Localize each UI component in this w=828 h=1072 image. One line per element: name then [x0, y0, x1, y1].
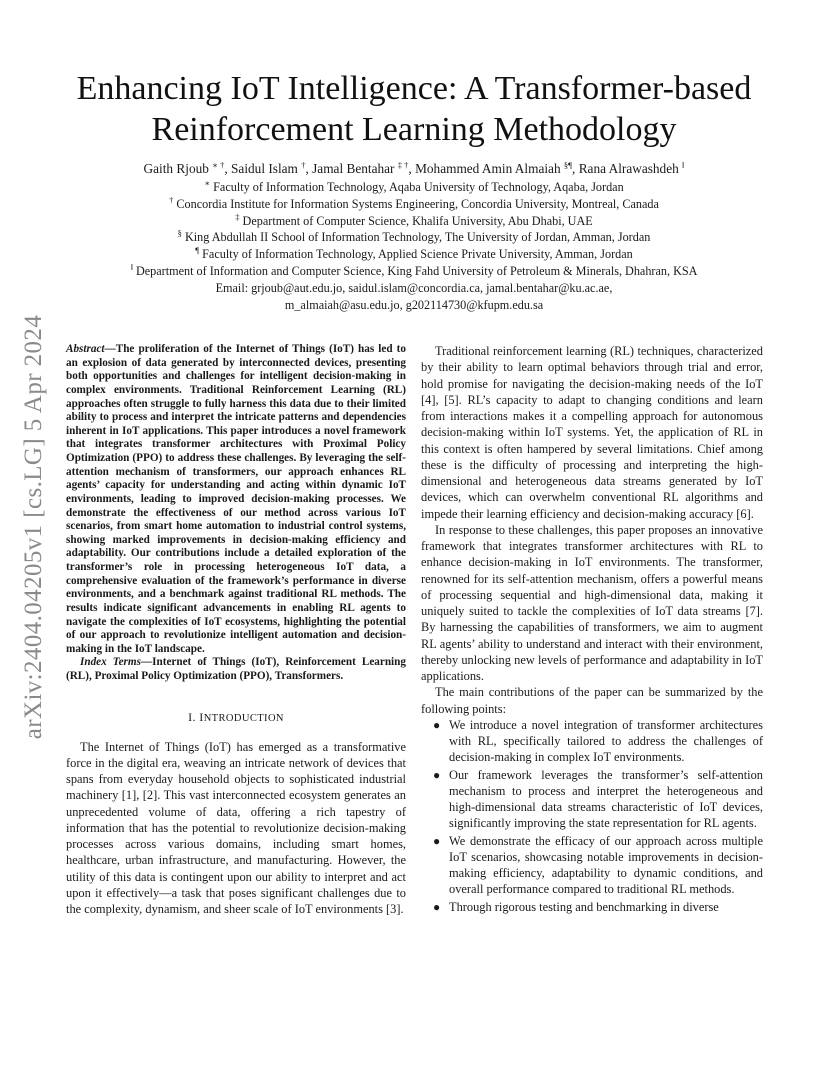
- list-item-text: We demonstrate the efficacy of our approach across multiple IoT scenarios, showcasing notable improvements in decision-making efficiency, adaptability to dynamic conditions, and overall performance compared to traditional RL methods.: [449, 833, 763, 897]
- intro-paragraph: The Internet of Things (IoT) has emerged as a transformative force in the digital era, weaving an intricate network of devices that spans from everyday household objects to sophisticated industrial machinery [1], [2]. This vast interconnected ecosystem generates an unprecedented volume of data, offering a rich tapestry of information that has the potential to revolutionize decision-making processes across various domains, including smart homes, healthcare, urban infrastructure, and manufacturing. However, the utility of this data is contingent upon our ability to interpret and act upon it effectively—a task that poses significant challenges due to the complexity, dynamism, and sheer scale of IoT environments [3].: [66, 739, 406, 917]
- affiliation-line: [40, 196, 788, 213]
- bullet-icon: ●: [433, 899, 441, 914]
- body-paragraph: In response to these challenges, this paper proposes an innovative framework that integrates transformer architectures with RL to enhance decision-making in IoT environments. The transformer, renowned for its self-attention mechanism, offers a powerful means of processing sequential and high-dimensional data, making it uniquely suited to tackle the complexities of IoT data streams [7]. By harnessing the capabilities of transformers, we aim to augment RL agents’ ability to understand and interact with their environment, thereby unlocking new levels of performance and adaptability in IoT applications.: [421, 522, 763, 683]
- right-column: [421, 343, 763, 916]
- author-name: Mohammed Amin Almaiah: [415, 161, 561, 176]
- section-number: I.: [188, 709, 196, 724]
- affiliation-line: [40, 179, 788, 196]
- index-terms: [66, 656, 406, 683]
- email-line: Email: grjoub@aut.edu.jo, saidul.islam@concordia.ca, jamal.bentahar@ku.ac.ae,: [215, 280, 613, 295]
- author-name: Gaith Rjoub: [143, 161, 209, 176]
- author-affiliation-marks: †: [301, 160, 306, 170]
- bullet-icon: ●: [433, 833, 441, 848]
- author-block: [40, 160, 788, 313]
- arxiv-identifier-text: arXiv:2404.04205v1 [cs.LG] 5 Apr 2024: [20, 314, 47, 740]
- paper-title: Enhancing IoT Intelligence: A Transformer-based Reinforcement Learning Methodology: [76, 70, 752, 148]
- list-item-text: Our framework leverages the transformer’s self-attention mechanism to process and interpret the heterogeneous and high-dimensional data streams characteristic of IoT devices, significantly improving the state representation for RL agents.: [449, 767, 763, 831]
- email-line: m_almaiah@asu.edu.jo, g202114730@kfupm.edu.sa: [284, 297, 544, 312]
- affiliation-text: Department of Information and Computer Science, King Fahd University of Petroleum & Minerals, Dhahran, KSA: [135, 263, 698, 278]
- affiliation-text: Concordia Institute for Information Systems Engineering, Concordia University, Montreal, Canada: [176, 196, 659, 211]
- contributions-list: [421, 717, 763, 915]
- affiliation-line: [40, 229, 788, 246]
- affiliation-line: [40, 246, 788, 263]
- arxiv-identifier-stamp: [4, 292, 64, 762]
- affiliation-text: Faculty of Information Technology, Aqaba University of Technology, Aqaba, Jordan: [213, 180, 624, 194]
- list-item-text: We introduce a novel integration of transformer architectures with RL, specifically tailored to address the challenges of decision-making in complex IoT environments.: [449, 717, 763, 765]
- list-item: [433, 833, 763, 898]
- bullet-icon: ●: [433, 717, 441, 732]
- author-list: Gaith Rjoub ∗ †, Saidul Islam †, Jamal Bentahar ‡ †, Mohammed Amin Almaiah §¶, Rana Alrawashdeh ‖: [143, 160, 685, 176]
- list-item-text: Through rigorous testing and benchmarking in diverse: [449, 899, 719, 914]
- body-paragraph: Traditional reinforcement learning (RL) techniques, characterized by their ability to learn optimal behaviors through trial and error, hold promise for navigating the decision-making needs of the IoT [4], [5]. RL’s capacity to adapt to changing conditions and learn from interactions makes it a compelling approach for autonomous decision-making within IoT systems. Yet, the application of RL in this context is often hampered by several limitations. Chief among these is the difficulty of processing and interpreting the high-dimensional and heterogeneous data streams generated by IoT devices, which can overwhelm conventional RL algorithms and impede their learning efficiency and decision-making accuracy [6].: [421, 344, 763, 521]
- affiliation-mark: ‡: [235, 211, 240, 222]
- affiliation-mark: ‖: [130, 261, 133, 272]
- section-heading-introduction: [66, 710, 406, 725]
- abstract: [66, 343, 406, 656]
- author-affiliation-marks: ‡ †: [397, 160, 409, 170]
- left-column: [66, 343, 406, 917]
- author-name: Saidul Islam: [231, 161, 298, 176]
- affiliation-mark: §: [177, 228, 182, 239]
- index-terms-label: Index Terms: [80, 656, 141, 669]
- author-name: Rana Alrawashdeh: [578, 161, 679, 176]
- affiliation-text: Faculty of Information Technology, Applied Science Private University, Amman, Jordan: [202, 247, 633, 262]
- bullet-icon: ●: [433, 767, 441, 782]
- author-affiliation-marks: ‖: [682, 160, 685, 170]
- list-item: [433, 767, 763, 832]
- affiliation-text: King Abdullah II School of Information Technology, The University of Jordan, Amman, Jordan: [184, 230, 651, 245]
- list-item: [433, 717, 763, 766]
- author-affiliation-marks: §¶: [563, 160, 573, 170]
- index-terms-body: —Internet of Things (IoT), Reinforcement Learning (RL), Proximal Policy Optimization (PPO), Transformers.: [66, 656, 406, 682]
- section-title-initial: I: [199, 709, 204, 724]
- affiliation-line: [40, 263, 788, 280]
- affiliation-text: Department of Computer Science, Khalifa University, Abu Dhabi, UAE: [242, 213, 593, 228]
- list-item: [433, 899, 763, 915]
- affiliation-line: [40, 213, 788, 230]
- section-title-rest: NTRODUCTION: [203, 712, 284, 724]
- affiliation-mark: ¶: [195, 245, 200, 256]
- affiliation-mark: †: [169, 194, 174, 205]
- body-paragraph: The main contributions of the paper can be summarized by the following points:: [421, 685, 763, 716]
- affiliation-mark: ∗: [204, 178, 211, 188]
- author-name: Jamal Bentahar: [312, 161, 395, 176]
- section-title: [199, 710, 284, 724]
- abstract-body: —The proliferation of the Internet of Things (IoT) has led to an explosion of data generated by interconnected devices, presenting both opportunities and challenges for intelligent decision-making in complex environments. Traditional Reinforcement Learning (RL) approaches often struggle to fully harness this data due to their limited ability to process and interpret the intricate patterns and dependencies inherent in IoT applications. This paper introduces a novel framework that integrates transformer architectures with Proximal Policy Optimization (PPO) to address these challenges. By leveraging the self-attention mechanism of transformers, our approach enhances RL agents’ capacity for understanding and acting within dynamic IoT environments, leading to improved decision-making processes. We demonstrate the effectiveness of our method across various IoT scenarios, from smart home automation to industrial control systems, showing marked improvements in decision-making efficiency and adaptability. Our contributions include a detailed exploration of the transformer’s role in processing heterogeneous IoT data, a comprehensive evaluation of the framework’s performance in diverse environments, and a benchmark against traditional RL methods. The results indicate significant advancements in enabling RL agents to navigate the complexities of IoT ecosystems, highlighting the potential of our approach to revolutionize intelligent automation and decision-making in the IoT landscape.: [66, 343, 406, 655]
- abstract-label: Abstract: [66, 343, 105, 355]
- author-affiliation-marks: ∗ †: [212, 160, 225, 170]
